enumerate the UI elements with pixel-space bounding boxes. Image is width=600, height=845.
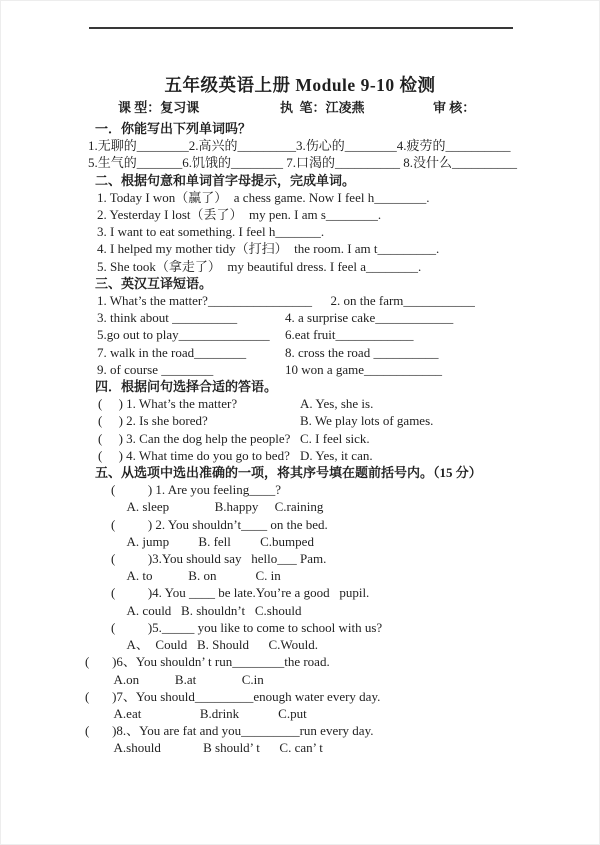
choice-question-line: ( )7、You should_________enough water every day. bbox=[85, 688, 381, 704]
phrase-right: 10 won a game____________ bbox=[285, 361, 443, 377]
phrase-left: 5.go out to play______________ bbox=[97, 327, 270, 343]
multiple-choice-item bbox=[85, 550, 515, 584]
matching-question: ( ) 3. Can the dog help the people? bbox=[98, 430, 291, 446]
page-title: 五年级英语上册 Module 9-10 检测 bbox=[164, 75, 436, 95]
phrase-right: 6.eat fruit____________ bbox=[285, 327, 414, 343]
matching-answer: C. I feel sick. bbox=[300, 430, 370, 446]
section4-heading: 四．根据问句选择合适的答语。 bbox=[95, 379, 278, 395]
sentence-completion-item: 3. I want to eat something. I feel h_______. bbox=[97, 224, 325, 240]
multiple-choice-item bbox=[85, 481, 515, 515]
matching-row bbox=[85, 395, 515, 412]
section5-choice-list bbox=[85, 481, 515, 756]
worksheet-content bbox=[85, 120, 518, 757]
choice-options-line: A. could B. shouldn’t C.should bbox=[85, 602, 302, 618]
choice-question-line: ( )4. You ____ be late.You’re a good pupil. bbox=[85, 585, 370, 601]
phrase-right: 8. cross the road __________ bbox=[285, 344, 439, 360]
section3-heading: 三、英汉互译短语。 bbox=[95, 275, 213, 291]
top-divider bbox=[89, 27, 513, 29]
choice-question-line: ( )5._____ you like to come to school with us? bbox=[85, 619, 383, 635]
section4-matching-list bbox=[85, 395, 515, 464]
phrase-right: 4. a surprise cake____________ bbox=[285, 310, 454, 326]
choice-question-line: ( )3.You should say hello___ Pam. bbox=[85, 551, 327, 567]
phrase-left: 3. think about __________ bbox=[97, 310, 238, 326]
matching-question: ( ) 4. What time do you go to bed? bbox=[98, 447, 290, 463]
matching-answer: A. Yes, she is. bbox=[300, 396, 374, 412]
matching-answer: D. Yes, it can. bbox=[300, 447, 373, 463]
sentence-completion-item: 2. Yesterday I lost（丢了） my pen. I am s________. bbox=[97, 207, 382, 223]
multiple-choice-item bbox=[85, 653, 515, 687]
word-blank-line: 5.生气的_______6.饥饿的________ 7.口渴的__________ 8.没什么__________ bbox=[88, 155, 518, 171]
course-type-label: 课 型：复习课 bbox=[118, 100, 200, 115]
choice-options-line: A. sleep B.happy C.raining bbox=[85, 499, 324, 515]
meta-row bbox=[118, 99, 600, 117]
phrase-left: 9. of course ________ bbox=[97, 361, 214, 377]
matching-answer: B. We play lots of games. bbox=[300, 413, 434, 429]
choice-options-line: A. jump B. fell C.bumped bbox=[85, 533, 314, 549]
matching-row bbox=[85, 412, 515, 429]
phrase-translation-row bbox=[85, 344, 515, 361]
writer-label: 执 笔：江凌燕 bbox=[280, 100, 365, 115]
section3-phrase-list bbox=[85, 292, 515, 378]
section1-heading: 一．你能写出下列单词吗？ bbox=[95, 121, 252, 136]
choice-options-line: A.eat B.drink C.put bbox=[85, 705, 307, 721]
choice-options-line: A.should B should’ t C. can’ t bbox=[85, 740, 323, 756]
section2-sentence-list bbox=[85, 189, 515, 275]
phrase-left: 7. walk in the road________ bbox=[97, 344, 247, 360]
section1-word-list bbox=[85, 137, 518, 171]
reviewer-label: 审 核： bbox=[433, 100, 476, 115]
matching-question: ( ) 1. What’s the matter? bbox=[98, 396, 238, 412]
phrase-translation-row bbox=[85, 361, 515, 378]
section2-heading: 二、根据句意和单词首字母提示，完成单词。 bbox=[95, 172, 356, 188]
word-blank-line: 1.无聊的________2.高兴的_________3.伤心的________4.疲劳的__________ bbox=[88, 138, 511, 154]
section5-heading: 五、从选项中选出准确的一项，将其序号填在题前括号内。（15 分） bbox=[95, 465, 482, 481]
multiple-choice-item bbox=[85, 584, 515, 618]
multiple-choice-item bbox=[85, 688, 515, 722]
choice-question-line: ( )8.、You are fat and you_________run every day. bbox=[85, 723, 374, 739]
choice-options-line: A、 Could B. Should C.Would. bbox=[85, 637, 318, 653]
phrase-right: 2. on the farm___________ bbox=[285, 293, 475, 309]
phrase-left: 1. What’s the matter?________________ bbox=[97, 293, 312, 309]
multiple-choice-item bbox=[85, 516, 515, 550]
choice-question-line: ( ) 2. You shouldn’t____ on the bed. bbox=[85, 516, 328, 532]
choice-question-line: ( ) 1. Are you feeling____? bbox=[85, 482, 282, 498]
sentence-completion-item: 1. Today I won（赢了） a chess game. Now I feel h________. bbox=[97, 189, 430, 205]
multiple-choice-item bbox=[85, 722, 515, 756]
phrase-translation-row bbox=[85, 292, 515, 309]
matching-row bbox=[85, 447, 515, 464]
choice-options-line: A. to B. on C. in bbox=[85, 568, 281, 584]
sentence-completion-item: 4. I helped my mother tidy（打扫） the room. I am t_________. bbox=[97, 241, 440, 257]
matching-row bbox=[85, 430, 515, 447]
phrase-translation-row bbox=[85, 326, 515, 343]
phrase-translation-row bbox=[85, 309, 515, 326]
choice-options-line: A.on B.at C.in bbox=[85, 671, 264, 687]
choice-question-line: ( )6、You shouldn’ t run________the road. bbox=[85, 654, 330, 670]
multiple-choice-item bbox=[85, 619, 515, 653]
matching-question: ( ) 2. Is she bored? bbox=[98, 413, 208, 429]
sentence-completion-item: 5. She took（拿走了） my beautiful dress. I feel a________. bbox=[97, 258, 422, 274]
